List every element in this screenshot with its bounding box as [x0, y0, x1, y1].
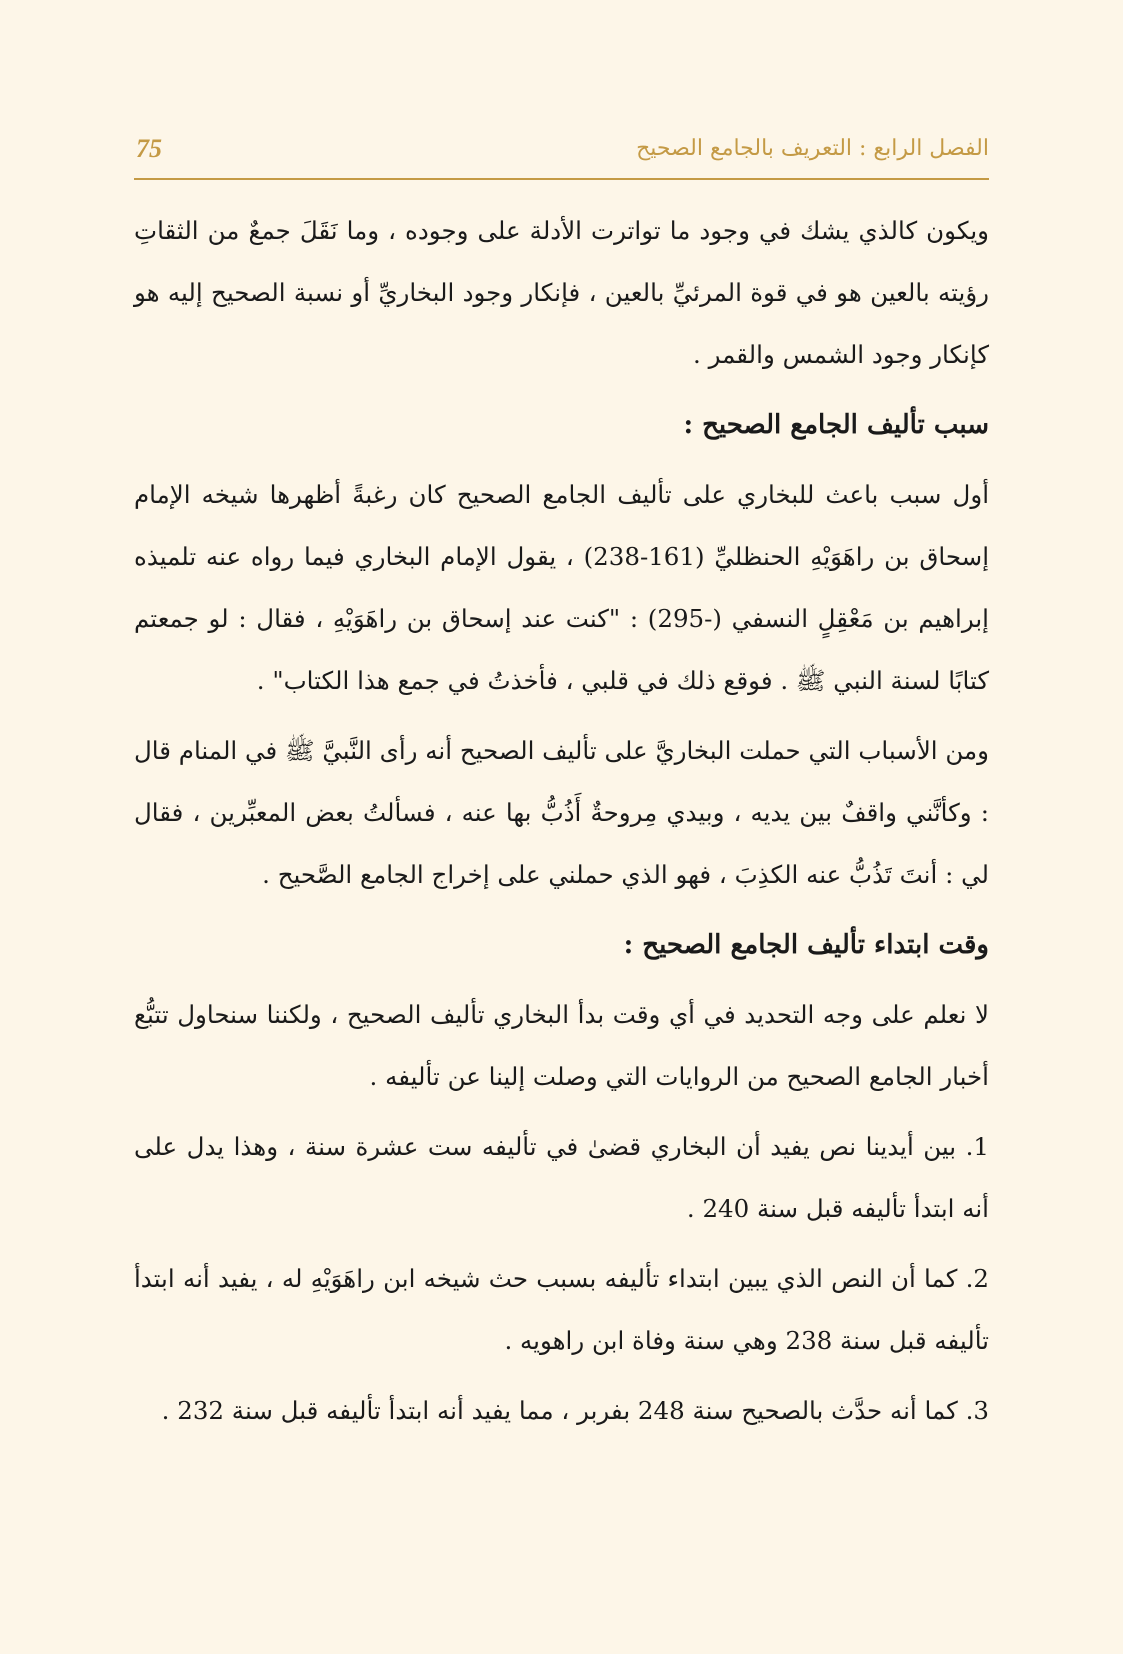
evidence-list [134, 1116, 989, 1442]
list-item: 1. بين أيدينا نص يفيد أن البخاري قضىٰ في تأليفه ست عشرة سنة ، وهذا يدل على أنه ابتدأ تأليفه قبل سنة 240 . [134, 1132, 989, 1223]
page-body [134, 200, 989, 1450]
intro-paragraph: ويكون كالذي يشك في وجود ما تواترت الأدلة على وجوده ، وما نَقَلَ جمعٌ من الثقاتِ رؤيته بالعين هو في قوة المرئيِّ بالعين ، فإنكار وجود البخاريِّ أو نسبة الصحيح إليه هو كإنكار وجود الشمس والقمر . [134, 216, 989, 369]
header-divider [134, 178, 989, 180]
section-heading-reason: سبب تأليف الجامع الصحيح : [683, 410, 989, 440]
chapter-title: الفصل الرابع : التعريف بالجامع الصحيح [636, 136, 989, 161]
section-heading-time: وقت ابتداء تأليف الجامع الصحيح : [623, 930, 989, 960]
reason-paragraph-1: أول سبب باعث للبخاري على تأليف الجامع الصحيح كان رغبةً أظهرها شيخه الإمام إسحاق بن راهَوَيْهِ الحنظليِّ (161-238) ، يقول الإمام البخاري فيما رواه عنه تلميذه إبراهيم بن مَعْقِلٍ النسفي (-295) : "كنت عند إسحاق بن راهَوَيْهِ ، فقال : لو جمعتم كتابًا لسنة النبي ﷺ . فوقع ذلك في قلبي ، فأخذتُ في جمع هذا الكتاب" . [134, 480, 989, 695]
page-header [134, 134, 989, 182]
list-item: 3. كما أنه حدَّث بالصحيح سنة 248 بفربر ، مما يفيد أنه ابتدأ تأليفه قبل سنة 232 . [161, 1396, 989, 1425]
book-page [134, 0, 989, 1654]
list-item: 2. كما أن النص الذي يبين ابتداء تأليفه بسبب حث شيخه ابن راهَوَيْهِ له ، يفيد أنه ابتدأ تأليفه قبل سنة 238 وهي سنة وفاة ابن راهويه . [134, 1264, 989, 1355]
time-paragraph: لا نعلم على وجه التحديد في أي وقت بدأ البخاري تأليف الصحيح ، ولكننا سنحاول تتبُّع أخبار الجامع الصحيح من الروايات التي وصلت إلينا عن تأليفه . [134, 1000, 989, 1091]
reason-paragraph-2: ومن الأسباب التي حملت البخاريَّ على تأليف الصحيح أنه رأى النَّبيَّ ﷺ في المنام قال : وكأنَّني واقفٌ بين يديه ، وبيدي مِروحةٌ أَذُبُّ بها عنه ، فسألتُ بعض المعبِّرين ، فقال لي : أنتَ تَذُبُّ عنه الكذِبَ ، فهو الذي حملني على إخراج الجامع الصَّحيح . [134, 736, 989, 889]
page-number: 75 [136, 134, 162, 163]
